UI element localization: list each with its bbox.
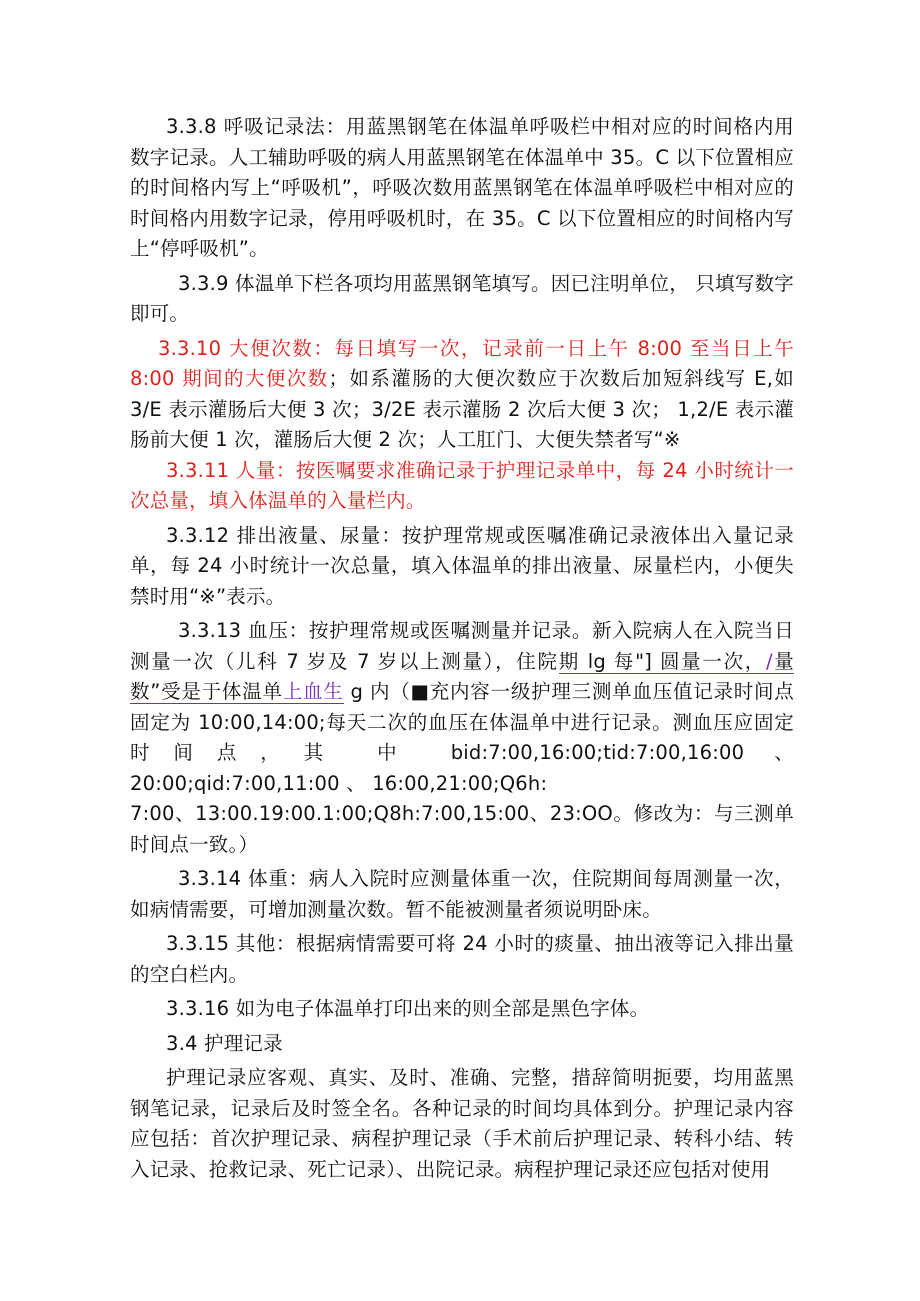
paragraph-3-3-16: 3.3.16 如为电子体温单打印出来的则全部是黑色字体。 [166,997,650,1020]
paragraph-3-3-15: 3.3.15 其他：根据病情需要可将 24 小时的痰量、抽出液等记入排出量的空白栏内。 [130,932,794,986]
paragraph-3-3-13-part-e: 上血生 [282,680,344,703]
paragraph-3-3-10 [130,334,794,456]
paragraph-3-3-10-rest: ；如系灌肠的大便次数应于次数后加短斜线写 E,如 3/E 表示灌肠后大便 3 次；3/2E 表示灌肠 2 次后大便 3 次； 1,2/E 表示灌肠前大便 1 次，灌肠后大便 2 次；人工肛门、大便失禁者写“※ [130,367,794,451]
paragraph-3-3-13-part-f: g 内（■充内容一级护理三测单血压值记录时间点固定为 10:00,14:00;每天二次的血压在体温单中进行记录。 [130,680,795,734]
paragraph-3-3-13 [130,616,794,799]
paragraph-3-3-10-highlight: 3.3.10 大便次数：每日填写一次，记录前一日上午 8:00 至当日上午 8:00 期间的大便次数 [130,336,794,390]
document-page [130,112,794,1185]
paragraph-3-3-13-continued: 7:00、13:00.19:00.1:00;Q8h:7:00,15:00、23:OO。修改为：与三测单时间点一致。） [130,802,794,856]
paragraph-3-3-9: 3.3.9 体温单下栏各项均用蓝黑钢笔填写。因已注明单位， 只填写数字即可。 [130,271,794,325]
paragraph-3-3-11: 3.3.11 人量：按医嘱要求准确记录于护理记录单中，每 24 小时统计一次总量，填入体温单的入量栏内。 [130,458,794,512]
paragraph-3-3-13-part-d: 量数”受是于体温单 [130,649,794,703]
paragraph-3-3-12: 3.3.12 排出液量、尿量：按护理常规或医嘱准确记录液体出入量记录单，每 24 小时统计一次总量，填入体温单的排出液量、尿量栏内，小便失禁时用“※”表示。 [130,523,794,608]
paragraph-3-3-13-part-b: 期 lg 每"] 圆量一次， [558,649,766,673]
paragraph-3-4-body: 护理记录应客观、真实、及时、准确、完整，措辞简明扼要，均用蓝黑钢笔记录，记录后及时签全名。各种记录的时间均具体到分。护理记录内容应包括：首次护理记录、病程护理记录（手术前后护理记录、转科小结、转入记录、抢救记录、死亡记录）、出院记录。病程护理记录还应包括对使用 [130,1066,794,1181]
paragraph-3-3-14: 3.3.14 体重：病人入院时应测量体重一次，住院期间每周测量一次，如病情需要，可增加测量次数。暂不能被测量者须说明卧床。 [130,867,794,921]
paragraph-3-3-8: 3.3.8 呼吸记录法：用蓝黑钢笔在体温单呼吸栏中相对应的时间格内用数字记录。人工辅助呼吸的病人用蓝黑钢笔在体温单中 35。C 以下位置相应的时间格内写上“呼吸机”，呼吸次数用蓝黑钢笔在体温单呼吸栏中相对应的时间格内用数字记录，停用呼吸机时，在 35。C 以下位置相应的时间格内写上“停呼吸机”。 [130,115,794,260]
section-heading-3-4: 3.4 护理记录 [166,1031,283,1055]
paragraph-3-3-13-part-a: 3.3.13 血压：按护理常规或医嘱测量并记录。新入院病人在入院当日测量一次（儿科 7 岁及 7 岁以上测量），住院 [130,619,794,673]
paragraph-3-3-13-part-g: 测血压应固定时间点，其 中 bid:7:00,16:00;tid:7:00,16:00 、 20:00;qid:7:00,11:00 、 16:00,21:00;Q6h: [130,710,795,795]
paragraph-3-3-13-part-c: / [766,649,773,673]
